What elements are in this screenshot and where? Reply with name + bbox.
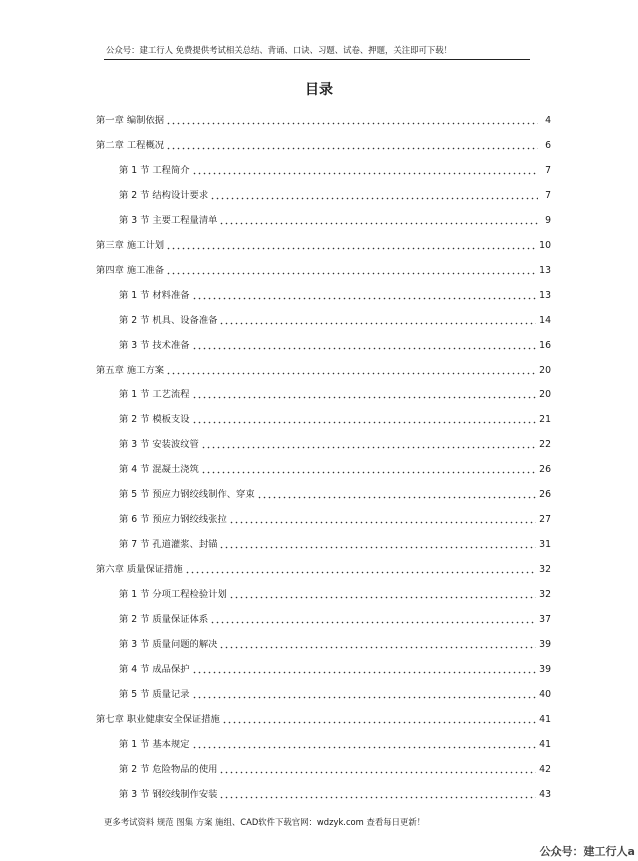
header-rule — [104, 59, 530, 60]
toc-entry-page-number: 40 — [539, 688, 551, 700]
toc-entry-label: 第 1 节 基本规定 — [119, 738, 190, 750]
toc-entry-page-number: 6 — [545, 139, 551, 151]
toc-leader-dots — [185, 571, 537, 574]
toc-leader-dots — [219, 222, 538, 225]
toc-entry-label: 第 1 节 材料准备 — [119, 289, 190, 301]
toc-leader-dots — [257, 496, 537, 499]
toc-entry-page-number: 7 — [545, 189, 551, 201]
toc-entry-section[interactable] — [119, 338, 551, 352]
toc-entry-section[interactable] — [119, 462, 551, 476]
toc-entry-page-number: 7 — [545, 164, 551, 176]
toc-entry-label: 第 2 节 质量保证体系 — [119, 614, 209, 625]
toc-entry-section[interactable] — [119, 163, 551, 177]
toc-leader-dots — [166, 247, 536, 250]
toc-leader-dots — [222, 721, 536, 724]
toc-entry-page-number: 31 — [539, 539, 551, 551]
toc-leader-dots — [192, 696, 537, 699]
toc-entry-label: 第 5 节 质量记录 — [119, 688, 190, 700]
toc-entry-label: 第 7 节 孔道灌浆、封锚 — [119, 539, 218, 551]
toc-entry-section[interactable] — [119, 437, 551, 451]
toc-leader-dots — [192, 746, 537, 749]
toc-leader-dots — [192, 421, 537, 424]
toc-entry-page-number: 21 — [539, 414, 551, 426]
toc-leader-dots — [219, 646, 536, 649]
toc-entry-page-number: 13 — [539, 264, 551, 276]
toc-entry-section[interactable] — [119, 537, 551, 551]
toc-entry-page-number: 10 — [539, 239, 551, 251]
toc-entry-page-number: 32 — [539, 589, 551, 601]
toc-entry-label: 第 3 节 技术准备 — [119, 339, 190, 351]
toc-entry-label: 第 1 节 分项工程检验计划 — [119, 589, 227, 601]
toc-entry-page-number: 20 — [539, 364, 551, 376]
toc-entry-section[interactable] — [119, 387, 551, 401]
toc-entry-label: 第 1 节 工艺流程 — [119, 389, 190, 401]
toc-entry-label: 第 6 节 预应力钢绞线张拉 — [119, 514, 227, 526]
toc-entry-page-number: 41 — [539, 738, 551, 750]
toc-entry-section[interactable] — [119, 637, 551, 651]
toc-entry-section[interactable] — [119, 487, 551, 501]
toc-entry-page-number: 42 — [539, 763, 551, 775]
toc-leader-dots — [229, 521, 536, 524]
toc-entry-section[interactable] — [119, 213, 551, 227]
toc-entry-page-number: 16 — [539, 339, 551, 351]
toc-entry-page-number: 37 — [539, 614, 551, 625]
toc-leader-dots — [192, 347, 537, 350]
toc-leader-dots — [219, 546, 536, 549]
toc-entry-section[interactable] — [119, 762, 551, 776]
toc-entry-chapter[interactable] — [96, 712, 551, 726]
toc-entry-label: 第 2 节 结构设计要求 — [119, 189, 209, 201]
toc-entry-section[interactable] — [119, 737, 551, 751]
toc-entry-page-number: 39 — [539, 663, 551, 675]
toc-entry-label: 第六章 质量保证措施 — [96, 564, 183, 576]
toc-entry-label: 第七章 职业健康安全保证措施 — [96, 713, 220, 725]
toc-entry-label: 第 4 节 成品保护 — [119, 663, 190, 675]
toc-entry-label: 第五章 施工方案 — [96, 364, 165, 376]
toc-entry-page-number: 4 — [545, 115, 551, 126]
toc-entry-section[interactable] — [119, 687, 551, 701]
toc-leader-dots — [166, 272, 536, 275]
toc-entry-label: 第 4 节 混凝土浇筑 — [119, 464, 199, 476]
toc-entry-label: 第 3 节 钢绞线制作安装 — [119, 788, 218, 800]
toc-entry-section[interactable] — [119, 512, 551, 526]
toc-leader-dots — [166, 122, 538, 125]
toc-leader-dots — [192, 671, 537, 674]
toc-entry-section[interactable] — [119, 787, 551, 801]
toc-entry-page-number: 20 — [539, 389, 551, 401]
toc-entry-chapter[interactable] — [96, 238, 551, 252]
toc-leader-dots — [166, 147, 538, 150]
toc-leader-dots — [219, 771, 536, 774]
toc-leader-dots — [192, 172, 538, 175]
toc-entry-section[interactable] — [119, 662, 551, 676]
toc-entry-section[interactable] — [119, 587, 551, 601]
toc-entry-page-number: 14 — [539, 314, 551, 326]
toc-leader-dots — [210, 197, 538, 200]
watermark-text: 公众号：建工行人a — [539, 845, 635, 858]
toc-entry-section[interactable] — [119, 612, 551, 626]
toc-entry-page-number: 13 — [539, 289, 551, 301]
toc-title: 目录 — [305, 82, 333, 98]
toc-entry-label: 第一章 编制依据 — [96, 115, 165, 126]
toc-entry-page-number: 9 — [545, 214, 551, 226]
toc-leader-dots — [229, 596, 536, 599]
toc-entry-label: 第 3 节 主要工程量清单 — [119, 214, 218, 226]
toc-entry-section[interactable] — [119, 188, 551, 202]
toc-entry-label: 第 1 节 工程简介 — [119, 164, 190, 176]
toc-leader-dots — [201, 471, 536, 474]
toc-entry-label: 第 2 节 危险物品的使用 — [119, 763, 218, 775]
toc-leader-dots — [219, 796, 536, 799]
toc-entry-label: 第四章 施工准备 — [96, 264, 165, 276]
page-footer-text: 更多考试资料 规范 图集 方案 施组、CAD软件下载官网：wdzyk.com 查看每日更新！ — [104, 817, 426, 827]
toc-leader-dots — [192, 396, 537, 399]
toc-entry-chapter[interactable] — [96, 363, 551, 377]
toc-entry-label: 第 5 节 预应力钢绞线制作、穿束 — [119, 489, 255, 501]
toc-entry-page-number: 41 — [539, 713, 551, 725]
toc-leader-dots — [192, 297, 537, 300]
toc-leader-dots — [166, 372, 536, 375]
toc-entry-chapter[interactable] — [96, 263, 551, 277]
toc-entry-page-number: 26 — [539, 489, 551, 501]
toc-leader-dots — [219, 322, 536, 325]
toc-entry-section[interactable] — [119, 313, 551, 327]
toc-entry-section[interactable] — [119, 412, 551, 426]
toc-entry-page-number: 39 — [539, 638, 551, 650]
toc-entry-chapter[interactable] — [96, 138, 551, 152]
toc-entry-chapter[interactable] — [96, 113, 551, 127]
toc-entry-section[interactable] — [119, 288, 551, 302]
toc-entry-page-number: 27 — [539, 514, 551, 526]
toc-leader-dots — [201, 446, 536, 449]
toc-leader-dots — [210, 621, 536, 624]
toc-entry-page-number: 43 — [539, 788, 551, 800]
toc-entry-page-number: 22 — [539, 439, 551, 451]
toc-entry-page-number: 26 — [539, 464, 551, 476]
toc-entry-label: 第 3 节 安装波纹管 — [119, 439, 199, 451]
toc-entry-chapter[interactable] — [96, 562, 551, 576]
page-header-text: 公众号：建工行人 免费提供考试相关总结、背诵、口诀、习题、试卷、押题，关注即可下载！ — [106, 45, 453, 55]
toc-entry-label: 第二章 工程概况 — [96, 139, 165, 151]
toc-entry-label: 第三章 施工计划 — [96, 239, 165, 251]
toc-entry-page-number: 32 — [539, 564, 551, 576]
toc-entry-label: 第 2 节 机具、设备准备 — [119, 314, 218, 326]
toc-entry-label: 第 3 节 质量问题的解决 — [119, 638, 218, 650]
toc-entry-label: 第 2 节 模板支设 — [119, 414, 190, 426]
